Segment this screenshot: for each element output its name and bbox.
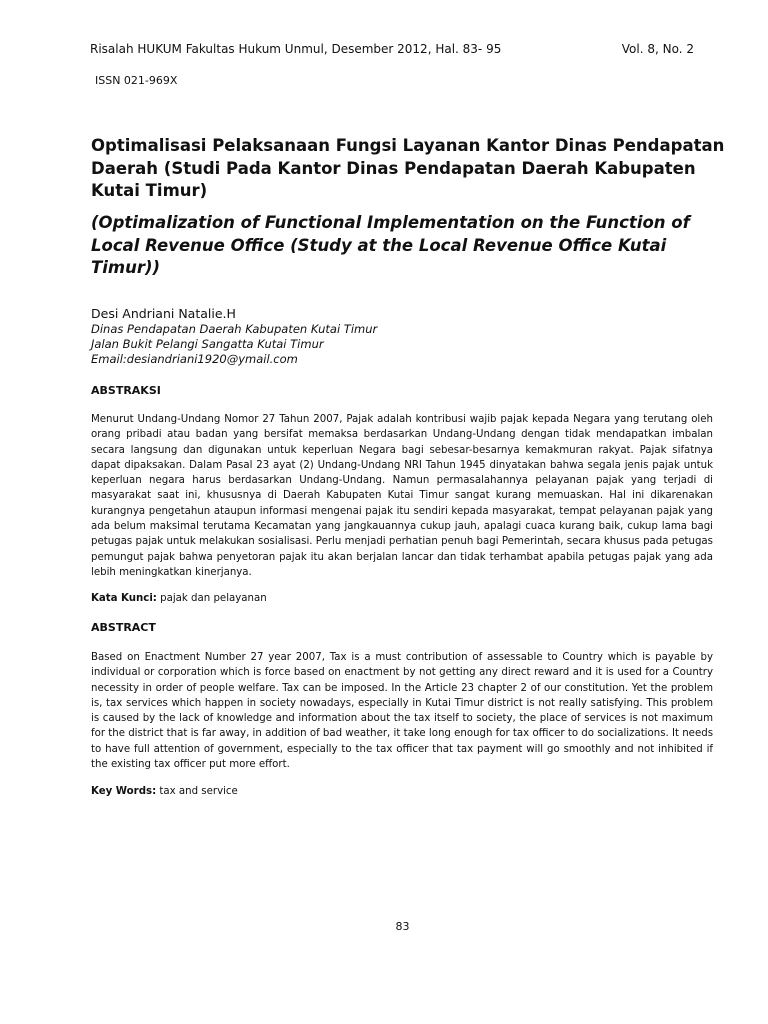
journal-citation: Risalah HUKUM Fakultas Hukum Unmul, Desember 2012, Hal. 83- 95 xyxy=(90,42,502,56)
author-block xyxy=(91,306,377,367)
author-address: Jalan Bukit Pelangi Sangatta Kutai Timur xyxy=(91,337,324,351)
abstract-heading: ABSTRACT xyxy=(91,621,156,634)
paper-title-english: (Optimalization of Functional Implementation on the Function of Local Revenue Office (Study at the Local Revenue Office Kutai Timur)) xyxy=(91,213,690,277)
key-words-label: Key Words: xyxy=(91,786,157,797)
kata-kunci-label: Kata Kunci: xyxy=(91,593,157,604)
key-words xyxy=(91,785,238,799)
kata-kunci-value: pajak dan pelayanan xyxy=(160,593,267,604)
kata-kunci xyxy=(91,592,267,606)
volume-issue: Vol. 8, No. 2 xyxy=(621,42,694,56)
author-affiliation: Dinas Pendapatan Daerah Kabupaten Kutai Timur xyxy=(91,322,378,336)
page-number: 83 xyxy=(395,920,410,933)
abstract-body: Based on Enactment Number 27 year 2007, Tax is a must contribution of assessable to Country which is payable by individual or corporation which is force based on enactment by not getting any direct reward and it is used for a Country necessity in order of people welfare. Tax can be imposed. In the Article 23 chapter 2 of our constitution. Yet the problem is, tax services which happen in society nowadays, especially in Kutai Timur district is not really satisfying. This problem is caused by the lack of knowledge and information about the tax itself to society, the place of services is not maximum for the district that is far away, in addition of bad weather, it take long enough for tax officer to do socializations. It needs to have full attention of government, especially to the tax officer that tax payment will go smoothly and not inhibited if the existing tax officer put more effort. xyxy=(91,652,713,771)
key-words-value: tax and service xyxy=(159,786,238,797)
author-email: Email:desiandriani1920@ymail.com xyxy=(91,352,298,366)
issn: ISSN 021-969X xyxy=(95,74,178,87)
author-name: Desi Andriani Natalie.H xyxy=(91,306,236,321)
paper-title-indonesian: Optimalisasi Pelaksanaan Fungsi Layanan Kantor Dinas Pendapatan Daerah (Studi Pada Kantor Dinas Pendapatan Daerah Kabupaten Kutai Timur) xyxy=(91,136,725,200)
running-header xyxy=(90,41,694,57)
abstraksi-body: Menurut Undang-Undang Nomor 27 Tahun 2007, Pajak adalah kontribusi wajib pajak kepada Negara yang terutang oleh orang pribadi atau badan yang bersifat memaksa berdasarkan Undang-Undang dengan tidak mendapatkan imbalan secara langsung dan digunakan untuk keperluan Negara bagi sebesar-besarnya kemakmuran rakyat. Pajak sifatnya dapat dipaksakan. Dalam Pasal 23 ayat (2) Undang-Undang NRI Tahun 1945 dinyatakan bahwa segala jenis pajak untuk keperluan negara harus berdasarkan Undang-Undang. Namun permasalahannya pelayanan pajak yang terjadi di masyarakat saat ini, khususnya di Daerah Kabupaten Kutai Timur sangat kurang memuaskan. Hal ini dikarenakan kurangnya pengetahun ataupun informasi mengenai pajak itu sendiri kepada masyarakat, tempat pelayanan pajak yang ada belum maksimal terutama Kecamatan yang jangkauannya cukup jauh, apalagi cuaca kurang baik, cukup lama bagi petugas pajak untuk melakukan sosialisasi. Perlu menjadi perhatian penuh bagi Pemerintah, secara khusus pada petugas pemungut pajak bahwa penyetoran pajak itu akan berjalan lancar dan tidak terhambat apabila petugas pajak yang ada lebih meningkatkan kinerjanya. xyxy=(91,414,713,578)
abstraksi-heading: ABSTRAKSI xyxy=(91,384,161,397)
